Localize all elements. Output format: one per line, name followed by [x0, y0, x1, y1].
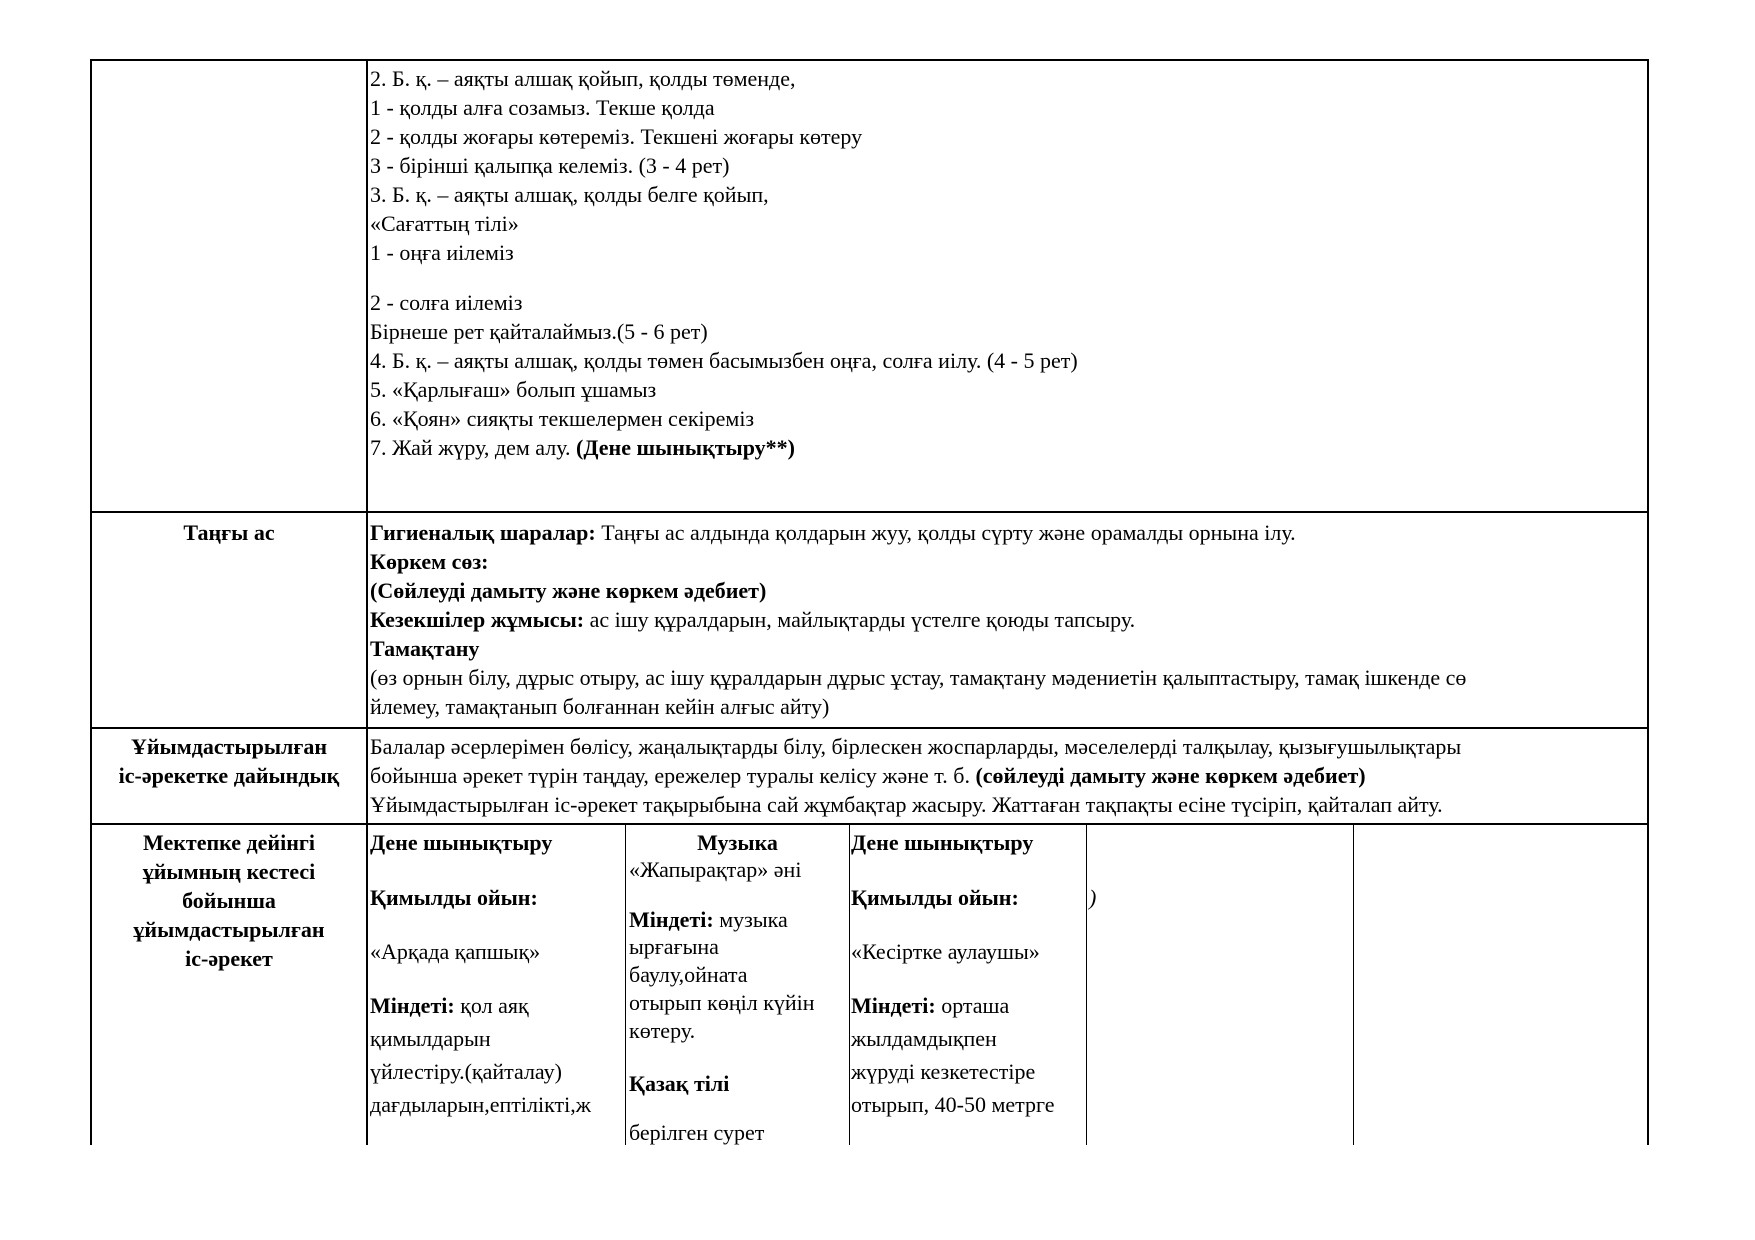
preparation-text: Балалар әсерлерімен бөлісу, жаңалықтарды білу, бірлескен жоспарларды, мәселелерді талқылау, қызығушылықтары — [370, 734, 1462, 759]
row-label-activity: Мектепке дейінгі — [142, 830, 315, 855]
activity-title: Дене шынықтыру — [370, 830, 553, 855]
task-line: дағдыларын,ептілікті,ж — [370, 1092, 591, 1117]
hygiene-label: Гигиеналық шаралар: — [370, 520, 596, 545]
duty-line — [370, 605, 1135, 634]
row-label-breakfast: Таңғы ас — [183, 520, 275, 545]
exercise-line: 3 - бірінші қалыпқа келеміз. (3 - 4 рет) — [370, 153, 730, 178]
task-text: орташа — [935, 993, 1010, 1018]
exercise-line: 5. «Қарлығаш» болып ұшамыз — [370, 377, 657, 402]
preparation-text — [370, 761, 1366, 790]
exercise-line: 2. Б. қ. – аяқты алшақ қойып, қолды төменде, — [370, 66, 796, 91]
art-word-subject: (Сөйлеуді дамыту және көркем әдебиет) — [370, 578, 767, 603]
game-label: Қимылды ойын: — [851, 885, 1019, 910]
subcolumn-divider — [849, 823, 850, 1145]
row-label-preparation: іс-әрекетке дайындық — [118, 763, 340, 788]
row-divider — [90, 511, 1649, 513]
task-text: қол аяқ — [454, 993, 529, 1018]
art-word-label: Көркем сөз: — [370, 549, 489, 574]
exercise-line: 1 - оңға иілеміз — [370, 240, 514, 265]
song-name: «Жапырақтар» әні — [629, 857, 802, 882]
game-label: Қимылды ойын: — [370, 885, 538, 910]
task-label: Міндеті: — [851, 993, 936, 1018]
exercise-line: Бірнеше рет қайталаймыз.(5 - 6 рет) — [370, 319, 708, 344]
task-line: қимылдарын — [370, 1026, 491, 1051]
subcolumn-divider — [625, 823, 626, 1145]
table-border-right — [1647, 59, 1649, 1145]
exercise-line — [370, 433, 795, 462]
stray-mark: ) — [1089, 885, 1097, 910]
task-line: отырып, 40-50 метрге — [851, 1092, 1055, 1117]
task-label: Міндеті: — [629, 907, 714, 932]
subject-tag: (сөйлеуді дамыту және көркем әдебиет) — [975, 763, 1366, 788]
subject-tag: (Дене шынықтыру**) — [576, 435, 795, 460]
exercise-line: 2 - қолды жоғары көтереміз. Текшені жоғары көтеру — [370, 124, 863, 149]
row-label-preparation: Ұйымдастырылған — [130, 734, 328, 759]
activity-title: Музыка — [697, 830, 778, 855]
task-text: музыка — [713, 907, 788, 932]
preparation-text-part: бойынша әрекет түрін таңдау, ережелер туралы келісу және т. б. — [370, 763, 976, 788]
task-line — [629, 905, 788, 934]
task-line — [370, 991, 529, 1020]
exercise-line: 6. «Қоян» сияқты текшелермен секіреміз — [370, 406, 755, 431]
row-label-activity: іс-әрекет — [185, 946, 273, 971]
activity-title: Дене шынықтыру — [851, 830, 1034, 855]
exercise-line: 1 - қолды алға созамыз. Текше қолда — [370, 95, 715, 120]
task-line: жылдамдықпен — [851, 1026, 997, 1051]
task-line: баулу,ойната — [629, 962, 748, 987]
subcolumn-divider — [1086, 823, 1087, 1145]
row-label-activity: бойынша — [182, 888, 276, 913]
eating-text: йлемеу, тамақтанып болғаннан кейін алғыс айту) — [370, 694, 830, 719]
subcolumn-divider — [1353, 823, 1354, 1145]
task-line: отырып көңіл күйін — [629, 990, 815, 1015]
table-border-left — [90, 59, 92, 1145]
task-line: көтеру. — [629, 1018, 696, 1043]
eating-label: Тамақтану — [370, 636, 480, 661]
row-label-activity: ұйымның кестесі — [142, 859, 316, 884]
activity-text: берілген сурет — [629, 1120, 765, 1145]
task-line — [851, 991, 1009, 1020]
column-divider — [366, 59, 368, 1145]
row-divider — [90, 727, 1649, 729]
exercise-line: 2 - солға иілеміз — [370, 290, 523, 315]
hygiene-text: Таңғы ас алдында қолдарын жуу, қолды сүрту және орамалды орнына ілу. — [595, 520, 1296, 545]
game-name: «Кесіртке аулаушы» — [851, 939, 1040, 964]
task-line: үйлестіру.(қайталау) — [370, 1059, 562, 1084]
game-name: «Арқада қапшық» — [370, 939, 541, 964]
task-label: Міндеті: — [370, 993, 455, 1018]
eating-text: (өз орнын білу, дұрыс отыру, ас ішу құралдарын дұрыс ұстау, тамақтану мәдениетін қалыптастыру, тамақ ішкенде сө — [370, 665, 1467, 690]
exercise-line: «Сағаттың тілі» — [370, 211, 519, 236]
duty-label: Кезекшілер жұмысы: — [370, 607, 585, 632]
row-label-activity: ұйымдастырылған — [133, 917, 325, 942]
hygiene-line — [370, 518, 1296, 547]
activity-title: Қазақ тілі — [629, 1071, 730, 1096]
row-divider — [90, 823, 1649, 825]
exercise-line: 4. Б. қ. – аяқты алшақ, қолды төмен басымызбен оңға, солға иілу. (4 - 5 рет) — [370, 348, 1078, 373]
exercise-line-text: 7. Жай жүру, дем алу. — [370, 435, 577, 460]
exercise-line: 3. Б. қ. – аяқты алшақ, қолды белге қойып, — [370, 182, 769, 207]
duty-text: ас ішу құралдарын, майлықтарды үстелге қоюды тапсыру. — [584, 607, 1136, 632]
task-line: жүруді кезкетестіре — [851, 1059, 1036, 1084]
preparation-text: Ұйымдастырылған іс-әрекет тақырыбына сай жұмбақтар жасыру. Жаттаған тақпақты есіне түсіріп, қайталап айту. — [370, 792, 1443, 817]
table-border-top — [90, 59, 1649, 61]
task-line: ырғағына — [629, 934, 719, 959]
